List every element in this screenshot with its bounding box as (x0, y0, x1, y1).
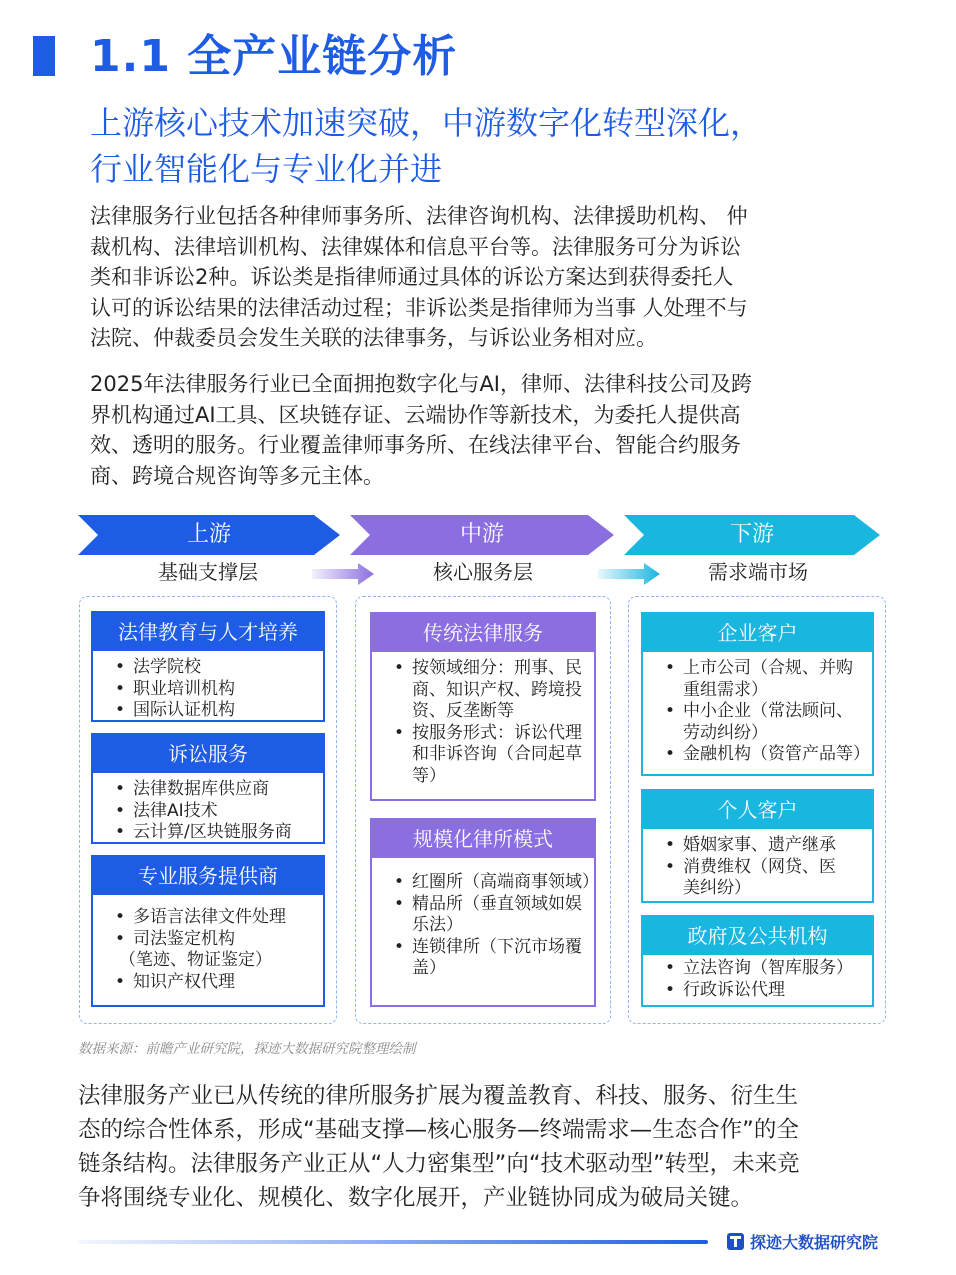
stage-label: 中游 (459, 522, 504, 547)
box-title: 专业服务提供商 (93, 857, 323, 895)
list-item: • 按服务形式：诉讼代理 和非诉咨询（合同起草 等） (394, 723, 586, 788)
stage-downstream (624, 515, 880, 555)
list-item: • 精品所（垂直领域如娱 乐法） (394, 894, 586, 937)
box-title: 个人客户 (643, 791, 872, 829)
flow-arrow-icon (312, 563, 374, 585)
box-enterprise-clients (641, 612, 874, 776)
intro-paragraph-2 (90, 369, 752, 491)
text-line: 链条结构。法律服务产业正从“人力密集型”向“技术驱动型”转型，未来竞 (78, 1151, 800, 1177)
box-government-public (641, 915, 874, 1007)
text-line: 商、跨境合规咨询等多元主体。 (90, 463, 384, 488)
box-title: 法律教育与人才培养 (93, 613, 323, 651)
list-item: • 中小企业（常法顾问、 劳动纠纷） (665, 701, 864, 744)
list-item: • 行政诉讼代理 (665, 980, 864, 1002)
text-line: 裁机构、法律培训机构、法律媒体和信息平台等。法律服务可分为诉讼 (90, 234, 741, 259)
box-title: 政府及公共机构 (643, 917, 872, 955)
list-item: • 法律AI技术 (115, 801, 315, 823)
box-traditional-legal (370, 612, 596, 801)
layer-label-upstream: 基础支撑层 (158, 560, 258, 584)
list-item: • 立法咨询（智库服务） (665, 958, 864, 980)
conclusion-paragraph (78, 1079, 800, 1215)
page-title: 1.1 全产业链分析 (90, 31, 458, 82)
stage-label: 上游 (186, 522, 231, 547)
text-line: 类和非诉讼2种。诉讼类是指律师通过具体的诉讼方案达到获得委托人 (90, 265, 734, 289)
list-item: • 红圈所（高端商事领域） (394, 872, 586, 894)
box-list (93, 651, 323, 722)
footer-brand-name: 探迹大数据研究院 (750, 1232, 879, 1252)
text-line: 认可的诉讼结果的法律活动过程；非诉讼类是指律师为当事 人处理不与 (90, 295, 748, 320)
text-line: 法律服务行业包括各种律师事务所、法律咨询机构、法律援助机构、 仲 (90, 204, 748, 228)
tungee-logo-icon (727, 1233, 744, 1250)
page-subtitle (90, 100, 890, 192)
subtitle-line: 行业智能化与专业化并进 (90, 150, 443, 188)
title-accent-bar (33, 36, 55, 76)
intro-paragraph-1 (90, 201, 748, 354)
layer-label-downstream: 需求端市场 (708, 560, 808, 584)
box-scaled-law-firm (370, 818, 599, 1007)
box-litigation-services (91, 733, 325, 844)
box-title: 规模化律所模式 (372, 820, 594, 858)
list-item: • 按领域细分：刑事、民 商、知识产权、跨境投 资、反垄断等 (394, 658, 586, 723)
box-professional-providers (91, 855, 325, 1007)
flow-arrow-icon (598, 563, 660, 585)
list-item: • 多语言法律文件处理 (115, 907, 315, 929)
box-list (93, 895, 323, 993)
box-list (372, 652, 594, 787)
box-education-talent (91, 611, 325, 722)
box-list (93, 773, 323, 844)
footer-divider (78, 1240, 708, 1244)
box-list (643, 652, 872, 766)
text-line: 争将围绕专业化、规模化、数字化展开，产业链协同成为破局关键。 (78, 1185, 754, 1211)
list-item: • 国际认证机构 (115, 700, 315, 722)
box-title: 企业客户 (643, 614, 872, 652)
text-line: 效、透明的服务。行业覆盖律师事务所、在线法律平台、智能合约服务 (90, 433, 741, 457)
box-list (372, 858, 599, 980)
list-item: • 上市公司（合规、并购 重组需求） (665, 658, 864, 701)
text-line: 法院、仲裁委员会发生关联的法律事务，与诉讼业务相对应。 (90, 326, 657, 350)
box-title: 传统法律服务 (372, 614, 594, 652)
list-item: • 法律数据库供应商 (115, 779, 315, 801)
list-item: • 连锁律所（下沉市场覆 盖） (394, 937, 586, 980)
list-item: • 法学院校 (115, 657, 315, 679)
footer-brand (727, 1230, 878, 1252)
layer-label-midstream: 核心服务层 (433, 560, 533, 584)
list-item: • 消费维权（网贷、医 美纠纷） (665, 857, 864, 900)
box-title: 诉讼服务 (93, 735, 323, 773)
list-item: • 职业培训机构 (115, 679, 315, 701)
stage-label: 下游 (729, 522, 774, 547)
list-item: • 知识产权代理 (115, 972, 315, 994)
subtitle-line: 上游核心技术加速突破，中游数字化转型深化， (90, 104, 763, 142)
data-source-note: 数据来源：前瞻产业研究院，探迹大数据研究院整理绘制 (78, 1041, 416, 1057)
stage-upstream (78, 515, 340, 555)
text-line: 法律服务产业已从传统的律所服务扩展为覆盖教育、科技、服务、衍生生 (78, 1083, 799, 1109)
text-line: 界机构通过AI工具、区块链存证、云端协作等新技术，为委托人提供高 (90, 402, 741, 427)
box-list (643, 829, 872, 900)
list-item: • 金融机构（资管产品等） (665, 744, 864, 766)
stage-midstream (350, 515, 614, 555)
list-item: • 婚姻家事、遗产继承 (665, 835, 864, 857)
list-item: • 司法鉴定机构 （笔迹、物证鉴定） (115, 929, 315, 972)
text-line: 2025年法律服务行业已全面拥抱数字化与AI，律师、法律科技公司及跨 (90, 372, 752, 396)
box-individual-clients (641, 789, 874, 903)
box-list (643, 955, 872, 1001)
list-item: • 云计算/区块链服务商 (115, 822, 315, 844)
text-line: 态的综合性体系，形成“基础支撑—核心服务—终端需求—生态合作”的全 (78, 1117, 799, 1143)
